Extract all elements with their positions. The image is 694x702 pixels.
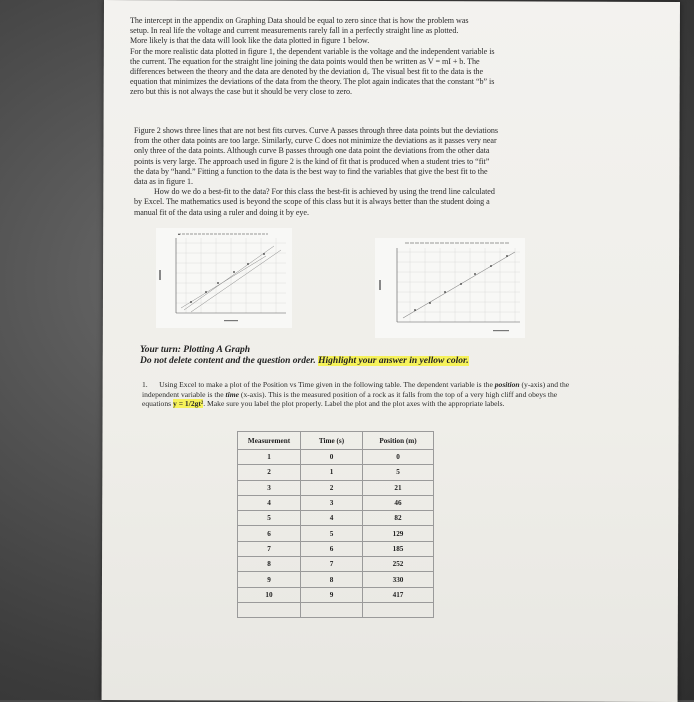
question-text: (y-axis) and the independent variable is the bbox=[142, 380, 570, 399]
your-turn-section bbox=[140, 345, 560, 367]
cell-position: 46 bbox=[363, 495, 434, 510]
cell-position bbox=[363, 602, 434, 617]
header-measurement: Measurement bbox=[238, 432, 301, 450]
cell-time: 5 bbox=[301, 526, 363, 541]
figure-1-graphic bbox=[375, 238, 525, 338]
text-line: How do we do a best-fit to the data? For this class the best-fit is achieved by using the trend line calculated bbox=[154, 187, 495, 197]
paragraph-intercept bbox=[130, 16, 600, 98]
cell-position: 330 bbox=[363, 572, 434, 587]
cell-time: 1 bbox=[301, 465, 363, 480]
text-line: manual fit of the data using a ruler and doing it by eye. bbox=[134, 207, 309, 217]
cell-measurement: 4 bbox=[238, 495, 301, 510]
table-row bbox=[238, 541, 434, 556]
cell-position: 21 bbox=[363, 480, 434, 495]
table-row bbox=[238, 450, 434, 465]
question-text: (x-axis). This is the measured position of a rock as it falls from the top of a very high cliff and obeys the equations bbox=[142, 389, 558, 409]
cell-measurement: 5 bbox=[238, 511, 301, 526]
table-row bbox=[238, 511, 434, 526]
cell-measurement: 2 bbox=[238, 465, 301, 480]
cell-measurement: 1 bbox=[238, 450, 301, 465]
cell-time: 9 bbox=[301, 587, 363, 602]
cell-time: 6 bbox=[301, 541, 363, 556]
text-line: points is very large. The approach used in figure 2 is the kind of fit that is produced when a student tries to “fit” bbox=[134, 156, 490, 166]
cell-time: 0 bbox=[301, 450, 363, 465]
text-line: Figure 2 shows three lines that are not best fits curves. Curve A passes through three data points but the deviations bbox=[134, 126, 498, 135]
cell-measurement: 7 bbox=[238, 541, 301, 556]
text-line: setup. In real life the voltage and current measurements rarely fall in a perfectly straight line as plotted. bbox=[130, 26, 459, 36]
cell-position: 5 bbox=[363, 465, 434, 480]
cell-measurement bbox=[238, 602, 301, 617]
header-position: Position (m) bbox=[363, 432, 434, 450]
cell-position: 252 bbox=[363, 557, 434, 572]
position-time-table bbox=[237, 431, 434, 618]
text-line: equation that minimizes the deviations of the data from the theory. The plot again indicates that the constant “b” is bbox=[130, 77, 495, 87]
cell-time bbox=[301, 602, 363, 617]
cell-position: 129 bbox=[363, 526, 434, 541]
cell-time: 8 bbox=[301, 572, 363, 587]
question-number: 1. bbox=[142, 380, 148, 389]
question-text: . Make sure you label the plot properly. Label the plot and the plot axes with the appropriate labels. bbox=[203, 399, 505, 409]
figure-2-thumbnail bbox=[156, 228, 292, 328]
table-row bbox=[238, 480, 434, 495]
figure-2-graphic bbox=[156, 228, 292, 328]
text-line: More likely is that the data will look like the data plotted in figure 1 below. bbox=[130, 36, 370, 46]
cell-position: 417 bbox=[363, 587, 434, 602]
table-header-row bbox=[238, 432, 434, 450]
text-line: For the more realistic data plotted in figure 1, the dependent variable is the voltage and the independent variable is bbox=[130, 46, 495, 56]
text-line: differences between the theory and the data are denoted by the deviation dᵢ. The visual best fit to the data is the bbox=[130, 67, 484, 77]
cell-measurement: 9 bbox=[238, 572, 301, 587]
text-line: the current. The equation for the straight line joining the data points would then be written as V = mI + b. The bbox=[130, 56, 480, 66]
instruction-highlight: Highlight your answer in yellow color. bbox=[318, 356, 469, 366]
table-row bbox=[238, 465, 434, 480]
question-1 bbox=[142, 380, 572, 409]
cell-position: 185 bbox=[363, 541, 434, 556]
table-row bbox=[238, 572, 434, 587]
cell-measurement: 10 bbox=[238, 587, 301, 602]
header-time: Time (s) bbox=[301, 432, 363, 450]
question-bold-position: position bbox=[494, 380, 520, 389]
cell-measurement: 6 bbox=[238, 526, 301, 541]
text-line: from the other data points are too large. Similarly, curve C does not minimize the deviations as it passes very near bbox=[134, 136, 497, 146]
question-equation: y = 1/2gt² bbox=[173, 399, 204, 409]
text-line: only three of the data points. Although curve B passes through one data point the deviations from the other data bbox=[134, 146, 490, 156]
cell-measurement: 8 bbox=[238, 557, 301, 572]
text-line: the data by “hand.” Fitting a function to the data is the best way to find the variables that give the best fit to the bbox=[134, 166, 488, 176]
text-line: data as in figure 1. bbox=[134, 177, 194, 187]
text-line: zero but this is not always the case but it should be very close to zero. bbox=[130, 87, 353, 97]
table-row bbox=[238, 526, 434, 541]
question-text: Using Excel to make a plot of the Position vs Time given in the following table. The dependent variable is the bbox=[159, 380, 495, 389]
cell-position: 0 bbox=[363, 450, 434, 465]
instruction-text: Do not delete content and the question order. bbox=[140, 356, 319, 366]
cell-time: 4 bbox=[301, 511, 363, 526]
cell-measurement: 3 bbox=[238, 480, 301, 495]
your-turn-heading: Your turn: Plotting A Graph bbox=[140, 345, 250, 355]
table-row bbox=[238, 557, 434, 572]
cell-time: 3 bbox=[301, 495, 363, 510]
table-row bbox=[238, 587, 434, 602]
table-row bbox=[238, 495, 434, 510]
cell-position: 82 bbox=[363, 511, 434, 526]
figure-1-thumbnail bbox=[375, 238, 525, 338]
paragraph-figure2 bbox=[134, 126, 594, 218]
table-row-empty bbox=[238, 602, 434, 617]
text-line: The intercept in the appendix on Graphing Data should be equal to zero since that is how the problem was bbox=[130, 16, 469, 25]
question-bold-time: time bbox=[225, 389, 240, 399]
text-line: by Excel. The mathematics used is beyond the scope of this class but it is always better than the student doing a bbox=[134, 197, 490, 207]
cell-time: 7 bbox=[301, 557, 363, 572]
your-turn-instruction bbox=[140, 356, 560, 367]
cell-time: 2 bbox=[301, 480, 363, 495]
